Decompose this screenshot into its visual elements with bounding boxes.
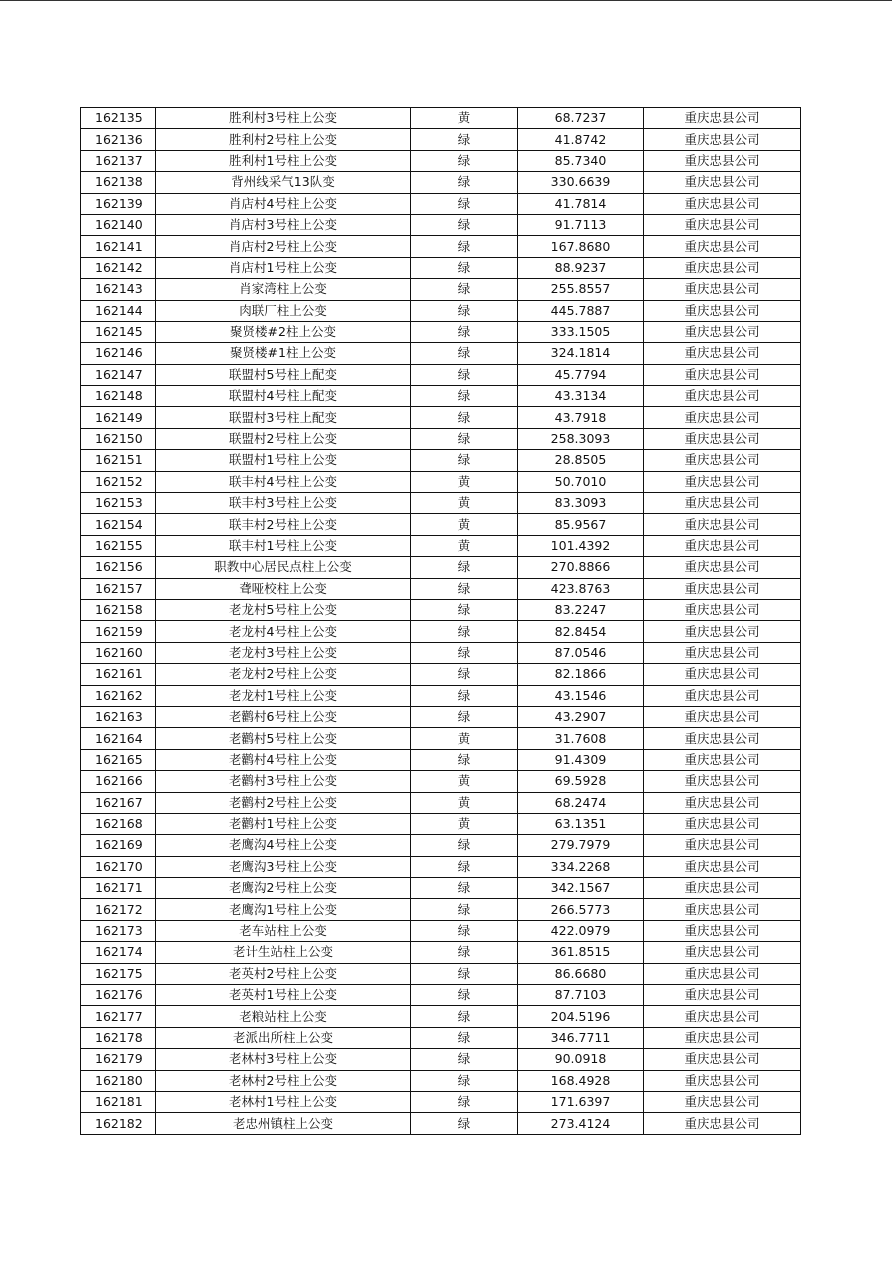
transformer-name-cell: 聋哑校柱上公变: [156, 578, 411, 599]
transformer-name-cell: 老林村3号柱上公变: [156, 1049, 411, 1070]
value-cell: 83.3093: [518, 493, 644, 514]
table-row: [81, 1027, 801, 1048]
grade-cell: 绿: [411, 642, 518, 663]
row-id-cell: 162168: [81, 813, 156, 834]
grade-cell: 绿: [411, 856, 518, 877]
table-row: [81, 1070, 801, 1091]
table-row: [81, 942, 801, 963]
transformer-name-cell: 老鹰沟1号柱上公变: [156, 899, 411, 920]
table-row: [81, 771, 801, 792]
value-cell: 43.1546: [518, 685, 644, 706]
transformer-name-cell: 聚贤楼#2柱上公变: [156, 321, 411, 342]
company-cell: 重庆忠县公司: [644, 771, 801, 792]
company-cell: 重庆忠县公司: [644, 942, 801, 963]
value-cell: 43.2907: [518, 706, 644, 727]
table-row: [81, 1006, 801, 1027]
grade-cell: 黄: [411, 108, 518, 129]
value-cell: 204.5196: [518, 1006, 644, 1027]
table-row: [81, 599, 801, 620]
row-id-cell: 162165: [81, 749, 156, 770]
row-id-cell: 162171: [81, 878, 156, 899]
row-id-cell: 162142: [81, 257, 156, 278]
transformer-name-cell: 老计生站柱上公变: [156, 942, 411, 963]
table-row: [81, 642, 801, 663]
row-id-cell: 162138: [81, 172, 156, 193]
table-row: [81, 856, 801, 877]
company-cell: 重庆忠县公司: [644, 706, 801, 727]
company-cell: 重庆忠县公司: [644, 1091, 801, 1112]
grade-cell: 绿: [411, 193, 518, 214]
table-row: [81, 557, 801, 578]
grade-cell: 黄: [411, 728, 518, 749]
value-cell: 334.2268: [518, 856, 644, 877]
row-id-cell: 162149: [81, 407, 156, 428]
company-cell: 重庆忠县公司: [644, 321, 801, 342]
grade-cell: 绿: [411, 214, 518, 235]
value-cell: 445.7887: [518, 300, 644, 321]
company-cell: 重庆忠县公司: [644, 193, 801, 214]
value-cell: 279.7979: [518, 835, 644, 856]
table-row: [81, 1049, 801, 1070]
transformer-name-cell: 老派出所柱上公变: [156, 1027, 411, 1048]
transformer-name-cell: 老鹰沟2号柱上公变: [156, 878, 411, 899]
grade-cell: 绿: [411, 428, 518, 449]
grade-cell: 绿: [411, 706, 518, 727]
transformer-name-cell: 老车站柱上公变: [156, 920, 411, 941]
transformer-name-cell: 老龙村4号柱上公变: [156, 621, 411, 642]
grade-cell: 绿: [411, 963, 518, 984]
transformer-name-cell: 背州线采气13队变: [156, 172, 411, 193]
value-cell: 41.8742: [518, 129, 644, 150]
company-cell: 重庆忠县公司: [644, 150, 801, 171]
row-id-cell: 162148: [81, 386, 156, 407]
table-row: [81, 471, 801, 492]
company-cell: 重庆忠县公司: [644, 514, 801, 535]
company-cell: 重庆忠县公司: [644, 749, 801, 770]
row-id-cell: 162181: [81, 1091, 156, 1112]
transformer-name-cell: 聚贤楼#1柱上公变: [156, 343, 411, 364]
value-cell: 270.8866: [518, 557, 644, 578]
row-id-cell: 162155: [81, 535, 156, 556]
row-id-cell: 162152: [81, 471, 156, 492]
company-cell: 重庆忠县公司: [644, 471, 801, 492]
grade-cell: 绿: [411, 172, 518, 193]
transformer-name-cell: 胜利村1号柱上公变: [156, 150, 411, 171]
table-row: [81, 279, 801, 300]
company-cell: 重庆忠县公司: [644, 835, 801, 856]
value-cell: 43.3134: [518, 386, 644, 407]
transformer-name-cell: 老鹰沟3号柱上公变: [156, 856, 411, 877]
transformer-name-cell: 肖店村2号柱上公变: [156, 236, 411, 257]
value-cell: 330.6639: [518, 172, 644, 193]
grade-cell: 绿: [411, 1006, 518, 1027]
company-cell: 重庆忠县公司: [644, 728, 801, 749]
grade-cell: 绿: [411, 557, 518, 578]
value-cell: 63.1351: [518, 813, 644, 834]
transformer-name-cell: 联盟村3号柱上配变: [156, 407, 411, 428]
grade-cell: 绿: [411, 1027, 518, 1048]
transformer-name-cell: 老龙村5号柱上公变: [156, 599, 411, 620]
value-cell: 41.7814: [518, 193, 644, 214]
value-cell: 82.8454: [518, 621, 644, 642]
row-id-cell: 162166: [81, 771, 156, 792]
company-cell: 重庆忠县公司: [644, 1049, 801, 1070]
table-row: [81, 343, 801, 364]
transformer-name-cell: 胜利村3号柱上公变: [156, 108, 411, 129]
grade-cell: 绿: [411, 450, 518, 471]
table-row: [81, 172, 801, 193]
grade-cell: 绿: [411, 599, 518, 620]
value-cell: 266.5773: [518, 899, 644, 920]
transformer-name-cell: 肖店村3号柱上公变: [156, 214, 411, 235]
value-cell: 85.7340: [518, 150, 644, 171]
company-cell: 重庆忠县公司: [644, 985, 801, 1006]
row-id-cell: 162170: [81, 856, 156, 877]
value-cell: 50.7010: [518, 471, 644, 492]
value-cell: 333.1505: [518, 321, 644, 342]
table-row: [81, 1091, 801, 1112]
value-cell: 258.3093: [518, 428, 644, 449]
row-id-cell: 162182: [81, 1113, 156, 1134]
row-id-cell: 162160: [81, 642, 156, 663]
company-cell: 重庆忠县公司: [644, 664, 801, 685]
row-id-cell: 162158: [81, 599, 156, 620]
value-cell: 91.4309: [518, 749, 644, 770]
transformer-name-cell: 联盟村5号柱上配变: [156, 364, 411, 385]
transformer-name-cell: 肖店村4号柱上公变: [156, 193, 411, 214]
table-row: [81, 321, 801, 342]
grade-cell: 绿: [411, 386, 518, 407]
company-cell: 重庆忠县公司: [644, 428, 801, 449]
transformer-name-cell: 联丰村1号柱上公变: [156, 535, 411, 556]
company-cell: 重庆忠县公司: [644, 493, 801, 514]
grade-cell: 黄: [411, 471, 518, 492]
transformer-name-cell: 老忠州镇柱上公变: [156, 1113, 411, 1134]
row-id-cell: 162150: [81, 428, 156, 449]
transformer-name-cell: 肉联厂柱上公变: [156, 300, 411, 321]
row-id-cell: 162161: [81, 664, 156, 685]
grade-cell: 绿: [411, 300, 518, 321]
row-id-cell: 162151: [81, 450, 156, 471]
value-cell: 87.7103: [518, 985, 644, 1006]
value-cell: 171.6397: [518, 1091, 644, 1112]
value-cell: 68.2474: [518, 792, 644, 813]
company-cell: 重庆忠县公司: [644, 963, 801, 984]
table-row: [81, 108, 801, 129]
value-cell: 90.0918: [518, 1049, 644, 1070]
value-cell: 168.4928: [518, 1070, 644, 1091]
company-cell: 重庆忠县公司: [644, 621, 801, 642]
row-id-cell: 162159: [81, 621, 156, 642]
grade-cell: 绿: [411, 878, 518, 899]
grade-cell: 绿: [411, 257, 518, 278]
row-id-cell: 162175: [81, 963, 156, 984]
transformer-name-cell: 联丰村3号柱上公变: [156, 493, 411, 514]
transformer-name-cell: 老鹰沟4号柱上公变: [156, 835, 411, 856]
company-cell: 重庆忠县公司: [644, 386, 801, 407]
grade-cell: 绿: [411, 578, 518, 599]
transformer-name-cell: 职教中心居民点柱上公变: [156, 557, 411, 578]
transformer-name-cell: 联丰村2号柱上公变: [156, 514, 411, 535]
transformer-name-cell: 老龙村1号柱上公变: [156, 685, 411, 706]
table-row: [81, 1113, 801, 1134]
row-id-cell: 162180: [81, 1070, 156, 1091]
grade-cell: 绿: [411, 407, 518, 428]
company-cell: 重庆忠县公司: [644, 920, 801, 941]
table-row: [81, 728, 801, 749]
grade-cell: 黄: [411, 514, 518, 535]
company-cell: 重庆忠县公司: [644, 557, 801, 578]
company-cell: 重庆忠县公司: [644, 172, 801, 193]
company-cell: 重庆忠县公司: [644, 599, 801, 620]
row-id-cell: 162136: [81, 129, 156, 150]
company-cell: 重庆忠县公司: [644, 1070, 801, 1091]
table-row: [81, 706, 801, 727]
company-cell: 重庆忠县公司: [644, 364, 801, 385]
company-cell: 重庆忠县公司: [644, 642, 801, 663]
table-row: [81, 257, 801, 278]
company-cell: 重庆忠县公司: [644, 899, 801, 920]
grade-cell: 绿: [411, 279, 518, 300]
table-row: [81, 428, 801, 449]
value-cell: 255.8557: [518, 279, 644, 300]
row-id-cell: 162143: [81, 279, 156, 300]
table-row: [81, 920, 801, 941]
table-row: [81, 493, 801, 514]
company-cell: 重庆忠县公司: [644, 685, 801, 706]
company-cell: 重庆忠县公司: [644, 878, 801, 899]
transformer-name-cell: 老鹳村2号柱上公变: [156, 792, 411, 813]
company-cell: 重庆忠县公司: [644, 450, 801, 471]
transformer-name-cell: 老鹳村6号柱上公变: [156, 706, 411, 727]
table-row: [81, 150, 801, 171]
grade-cell: 绿: [411, 835, 518, 856]
grade-cell: 绿: [411, 364, 518, 385]
grade-cell: 绿: [411, 150, 518, 171]
table-row: [81, 450, 801, 471]
table-row: [81, 514, 801, 535]
table-row: [81, 792, 801, 813]
grade-cell: 绿: [411, 343, 518, 364]
value-cell: 91.7113: [518, 214, 644, 235]
row-id-cell: 162167: [81, 792, 156, 813]
value-cell: 101.4392: [518, 535, 644, 556]
grade-cell: 绿: [411, 321, 518, 342]
table-row: [81, 621, 801, 642]
row-id-cell: 162179: [81, 1049, 156, 1070]
grade-cell: 绿: [411, 1091, 518, 1112]
grade-cell: 绿: [411, 685, 518, 706]
grade-cell: 绿: [411, 621, 518, 642]
transformer-name-cell: 老粮站柱上公变: [156, 1006, 411, 1027]
company-cell: 重庆忠县公司: [644, 578, 801, 599]
value-cell: 422.0979: [518, 920, 644, 941]
transformer-name-cell: 联盟村1号柱上公变: [156, 450, 411, 471]
value-cell: 361.8515: [518, 942, 644, 963]
table-row: [81, 878, 801, 899]
value-cell: 88.9237: [518, 257, 644, 278]
transformer-name-cell: 老林村2号柱上公变: [156, 1070, 411, 1091]
table-row: [81, 749, 801, 770]
row-id-cell: 162173: [81, 920, 156, 941]
grade-cell: 绿: [411, 749, 518, 770]
table-row: [81, 985, 801, 1006]
row-id-cell: 162139: [81, 193, 156, 214]
grade-cell: 黄: [411, 493, 518, 514]
table-row: [81, 386, 801, 407]
row-id-cell: 162169: [81, 835, 156, 856]
value-cell: 43.7918: [518, 407, 644, 428]
row-id-cell: 162141: [81, 236, 156, 257]
company-cell: 重庆忠县公司: [644, 1006, 801, 1027]
value-cell: 273.4124: [518, 1113, 644, 1134]
transformer-name-cell: 肖店村1号柱上公变: [156, 257, 411, 278]
row-id-cell: 162177: [81, 1006, 156, 1027]
value-cell: 87.0546: [518, 642, 644, 663]
transformer-name-cell: 联丰村4号柱上公变: [156, 471, 411, 492]
grade-cell: 绿: [411, 1070, 518, 1091]
row-id-cell: 162164: [81, 728, 156, 749]
grade-cell: 绿: [411, 236, 518, 257]
grade-cell: 绿: [411, 920, 518, 941]
table-row: [81, 300, 801, 321]
company-cell: 重庆忠县公司: [644, 1027, 801, 1048]
table-row: [81, 664, 801, 685]
row-id-cell: 162163: [81, 706, 156, 727]
row-id-cell: 162140: [81, 214, 156, 235]
table-row: [81, 578, 801, 599]
row-id-cell: 162135: [81, 108, 156, 129]
table-row: [81, 899, 801, 920]
transformer-name-cell: 胜利村2号柱上公变: [156, 129, 411, 150]
value-cell: 324.1814: [518, 343, 644, 364]
transformer-name-cell: 老龙村2号柱上公变: [156, 664, 411, 685]
value-cell: 45.7794: [518, 364, 644, 385]
grade-cell: 黄: [411, 813, 518, 834]
company-cell: 重庆忠县公司: [644, 1113, 801, 1134]
company-cell: 重庆忠县公司: [644, 257, 801, 278]
grade-cell: 黄: [411, 535, 518, 556]
company-cell: 重庆忠县公司: [644, 343, 801, 364]
company-cell: 重庆忠县公司: [644, 129, 801, 150]
value-cell: 83.2247: [518, 599, 644, 620]
table-row: [81, 129, 801, 150]
table-row: [81, 193, 801, 214]
company-cell: 重庆忠县公司: [644, 279, 801, 300]
transformer-name-cell: 老鹳村1号柱上公变: [156, 813, 411, 834]
value-cell: 31.7608: [518, 728, 644, 749]
row-id-cell: 162154: [81, 514, 156, 535]
row-id-cell: 162178: [81, 1027, 156, 1048]
value-cell: 82.1866: [518, 664, 644, 685]
page-top-rule: [0, 0, 892, 1]
value-cell: 86.6680: [518, 963, 644, 984]
table-row: [81, 963, 801, 984]
grade-cell: 绿: [411, 129, 518, 150]
grade-cell: 黄: [411, 771, 518, 792]
row-id-cell: 162174: [81, 942, 156, 963]
table-row: [81, 835, 801, 856]
table-row: [81, 236, 801, 257]
table-row: [81, 813, 801, 834]
value-cell: 167.8680: [518, 236, 644, 257]
value-cell: 69.5928: [518, 771, 644, 792]
company-cell: 重庆忠县公司: [644, 792, 801, 813]
row-id-cell: 162162: [81, 685, 156, 706]
transformer-name-cell: 老龙村3号柱上公变: [156, 642, 411, 663]
company-cell: 重庆忠县公司: [644, 214, 801, 235]
transformer-name-cell: 联盟村4号柱上配变: [156, 386, 411, 407]
grade-cell: 黄: [411, 792, 518, 813]
transformer-name-cell: 肖家湾柱上公变: [156, 279, 411, 300]
company-cell: 重庆忠县公司: [644, 236, 801, 257]
transformer-name-cell: 老鹳村5号柱上公变: [156, 728, 411, 749]
value-cell: 342.1567: [518, 878, 644, 899]
value-cell: 68.7237: [518, 108, 644, 129]
row-id-cell: 162144: [81, 300, 156, 321]
transformer-name-cell: 老英村1号柱上公变: [156, 985, 411, 1006]
transformer-name-cell: 老鹳村3号柱上公变: [156, 771, 411, 792]
value-cell: 423.8763: [518, 578, 644, 599]
table-row: [81, 685, 801, 706]
table-row: [81, 214, 801, 235]
company-cell: 重庆忠县公司: [644, 407, 801, 428]
transformer-name-cell: 老林村1号柱上公变: [156, 1091, 411, 1112]
table-body: [81, 108, 801, 1135]
row-id-cell: 162172: [81, 899, 156, 920]
row-id-cell: 162156: [81, 557, 156, 578]
transformer-name-cell: 老鹳村4号柱上公变: [156, 749, 411, 770]
grade-cell: 绿: [411, 899, 518, 920]
grade-cell: 绿: [411, 1113, 518, 1134]
row-id-cell: 162146: [81, 343, 156, 364]
value-cell: 85.9567: [518, 514, 644, 535]
row-id-cell: 162137: [81, 150, 156, 171]
row-id-cell: 162176: [81, 985, 156, 1006]
row-id-cell: 162153: [81, 493, 156, 514]
table-row: [81, 535, 801, 556]
company-cell: 重庆忠县公司: [644, 813, 801, 834]
company-cell: 重庆忠县公司: [644, 108, 801, 129]
company-cell: 重庆忠县公司: [644, 856, 801, 877]
row-id-cell: 162145: [81, 321, 156, 342]
table-row: [81, 407, 801, 428]
transformer-name-cell: 联盟村2号柱上公变: [156, 428, 411, 449]
company-cell: 重庆忠县公司: [644, 300, 801, 321]
grade-cell: 绿: [411, 1049, 518, 1070]
transformer-name-cell: 老英村2号柱上公变: [156, 963, 411, 984]
row-id-cell: 162157: [81, 578, 156, 599]
company-cell: 重庆忠县公司: [644, 535, 801, 556]
grade-cell: 绿: [411, 985, 518, 1006]
grade-cell: 绿: [411, 664, 518, 685]
row-id-cell: 162147: [81, 364, 156, 385]
grade-cell: 绿: [411, 942, 518, 963]
value-cell: 346.7711: [518, 1027, 644, 1048]
table-row: [81, 364, 801, 385]
transformer-table: [80, 107, 801, 1135]
value-cell: 28.8505: [518, 450, 644, 471]
